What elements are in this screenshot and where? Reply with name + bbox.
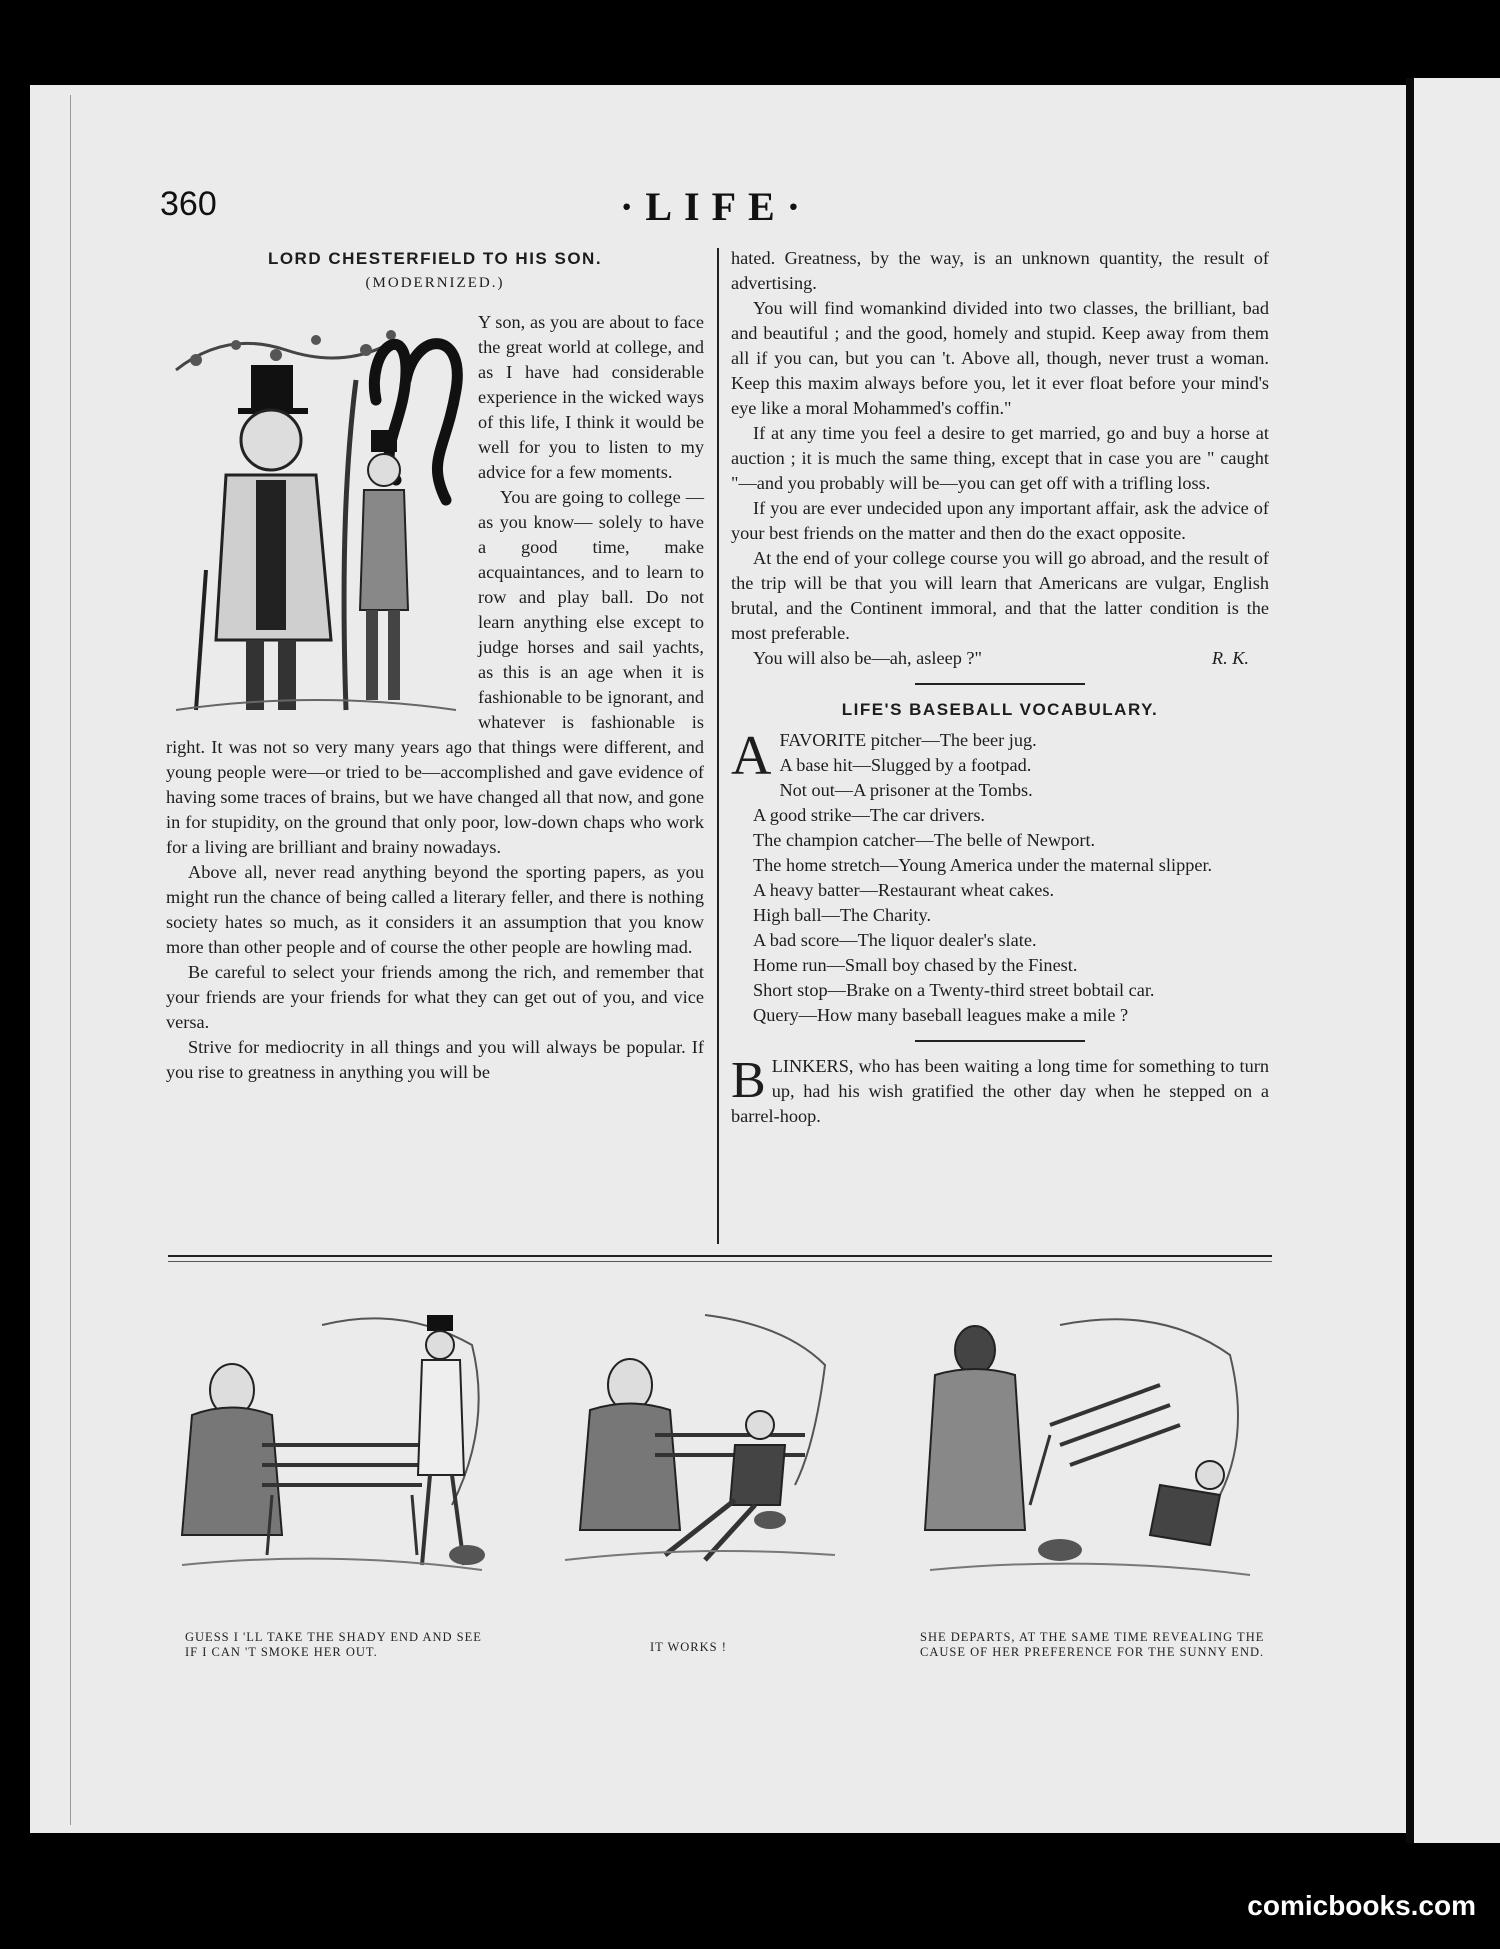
drop-cap: B [731,1052,766,1109]
section-rule [168,1255,1272,1257]
vocab-line: A good strike—The car drivers. [753,805,986,825]
article-subtitle: (MODERNIZED.) [365,275,505,291]
column-divider [717,248,719,1244]
article-paragraph: Above all, never read anything beyond the sporting papers, as you might run the chance of being called a literary feller, and there is nothing society hates so much, as it considers it an assumption that you know more than other people and of course the other people are howling mad. [166,862,704,957]
author-signature: R. K. [1211,648,1249,668]
section-rule [915,683,1085,685]
page-edge-line [70,95,71,1825]
column-left [166,246,704,1085]
vocab-line: Short stop—Brake on a Twenty-third street bobtail car. [753,980,1155,1000]
next-page-edge [1408,78,1500,1843]
vocab-line: The home stretch—Young America under the maternal slipper. [753,855,1213,875]
column-right [731,246,1269,1129]
comic-caption-1: GUESS I 'LL TAKE THE SHADY END AND SEE IF I CAN 'T SMOKE HER OUT. [185,1630,482,1659]
binding-gutter [1406,78,1414,1843]
article-paragraph: Strive for mediocrity in all things and you will always be popular. If you rise to greatness in anything you will be [166,1037,704,1082]
watermark-text: comicbooks.com [1247,1890,1476,1921]
comic-caption-2: IT WORKS ! [650,1640,727,1654]
masthead-title: ·LIFE· [620,184,813,229]
article-title: LORD CHESTERFIELD TO HIS SON. [267,249,603,268]
blinkers-text: LINKERS, who has been waiting a long time for something to turn up, had his wish gratified the other day when he stepped on a barrel-hoop. [731,1056,1269,1126]
vocab-line: Query—How many baseball leagues make a mile ? [753,1005,1129,1025]
article-paragraph: hated. Greatness, by the way, is an unknown quantity, the result of advertising. [731,248,1269,293]
vocab-line: A bad score—The liquor dealer's slate. [753,930,1037,950]
article-paragraph: If you are ever undecided upon any important affair, ask the advice of your best friends on the matter and then do the exact opposite. [731,498,1269,543]
blinkers-item [731,1054,1269,1129]
article-paragraph: At the end of your college course you will go abroad, and the result of the trip will be that you will learn that Americans are vulgar, English brutal, and the Continent immoral, and that the latter condition is the most preferable. [731,548,1269,643]
closing-line: You will also be—ah, asleep ?" [753,648,983,668]
vocab-line: FAVORITE pitcher—The beer jug. [779,730,1037,750]
vocab-line: High ball—The Charity. [753,905,932,925]
comic-panel-1 [172,1305,492,1605]
vocab-line: A heavy batter—Restaurant wheat cakes. [753,880,1055,900]
article-paragraph: Y son, as you are about to face the great world at college, and as I have had considerable experience in the wicked ways of this life, I think it would be well for you to listen to my advice for a few moments. [478,312,704,482]
page-number: 360 [160,185,217,223]
article-paragraph: You are going to college — as you know— solely to have a good time, make acquaintances, and to learn to row and play ball. Do not learn anything else except to judge horses and sail yachts, as this is an age when it is fashionable to be ignorant, and whatever is fashionable is right. It was not so very many years ago that things were different, and young people were—or tried to be—accomplished and gave evidence of having some traces of brains, but we have changed all that now, and gone in for stupidity, on the ground that only poor, low-down chaps who work for a living are brilliant and brainy nowadays. [166,487,704,857]
illustration-father-son [166,310,466,730]
comic-panel-3 [920,1305,1255,1605]
drop-cap: A [731,725,772,787]
vocab-line: A base hit—Slugged by a footpad. [779,755,1032,775]
baseball-vocabulary-list [731,725,1269,1028]
article-title: LIFE'S BASEBALL VOCABULARY. [841,700,1159,719]
comic-panel-2 [555,1305,845,1605]
vocab-line: Not out—A prisoner at the Tombs. [779,780,1033,800]
article-paragraph: Be careful to select your friends among the rich, and remember that your friends are your friends for what they can get out of you, and vice versa. [166,962,704,1032]
article-paragraph: If at any time you feel a desire to get married, go and buy a horse at auction ; it is much the same thing, except that in case you are " caught "—and you probably will be—you can get off with a trifling loss. [731,423,1269,493]
comic-caption-3: SHE DEPARTS, AT THE SAME TIME REVEALING THE CAUSE OF HER PREFERENCE FOR THE SUNNY END. [920,1630,1265,1659]
section-rule [168,1261,1272,1262]
section-rule [915,1040,1085,1042]
vocab-line: Home run—Small boy chased by the Finest. [753,955,1078,975]
vocab-line: The champion catcher—The belle of Newport. [753,830,1096,850]
article-paragraph [731,646,1269,671]
article-paragraph: You will find womankind divided into two classes, the brilliant, bad and beautiful ; and the good, homely and stupid. Keep away from them all if you can, but you can 't. Above all, though, never trust a woman. Keep this maxim always before you, let it ever float before your mind's eye like a moral Mohammed's coffin." [731,298,1269,418]
